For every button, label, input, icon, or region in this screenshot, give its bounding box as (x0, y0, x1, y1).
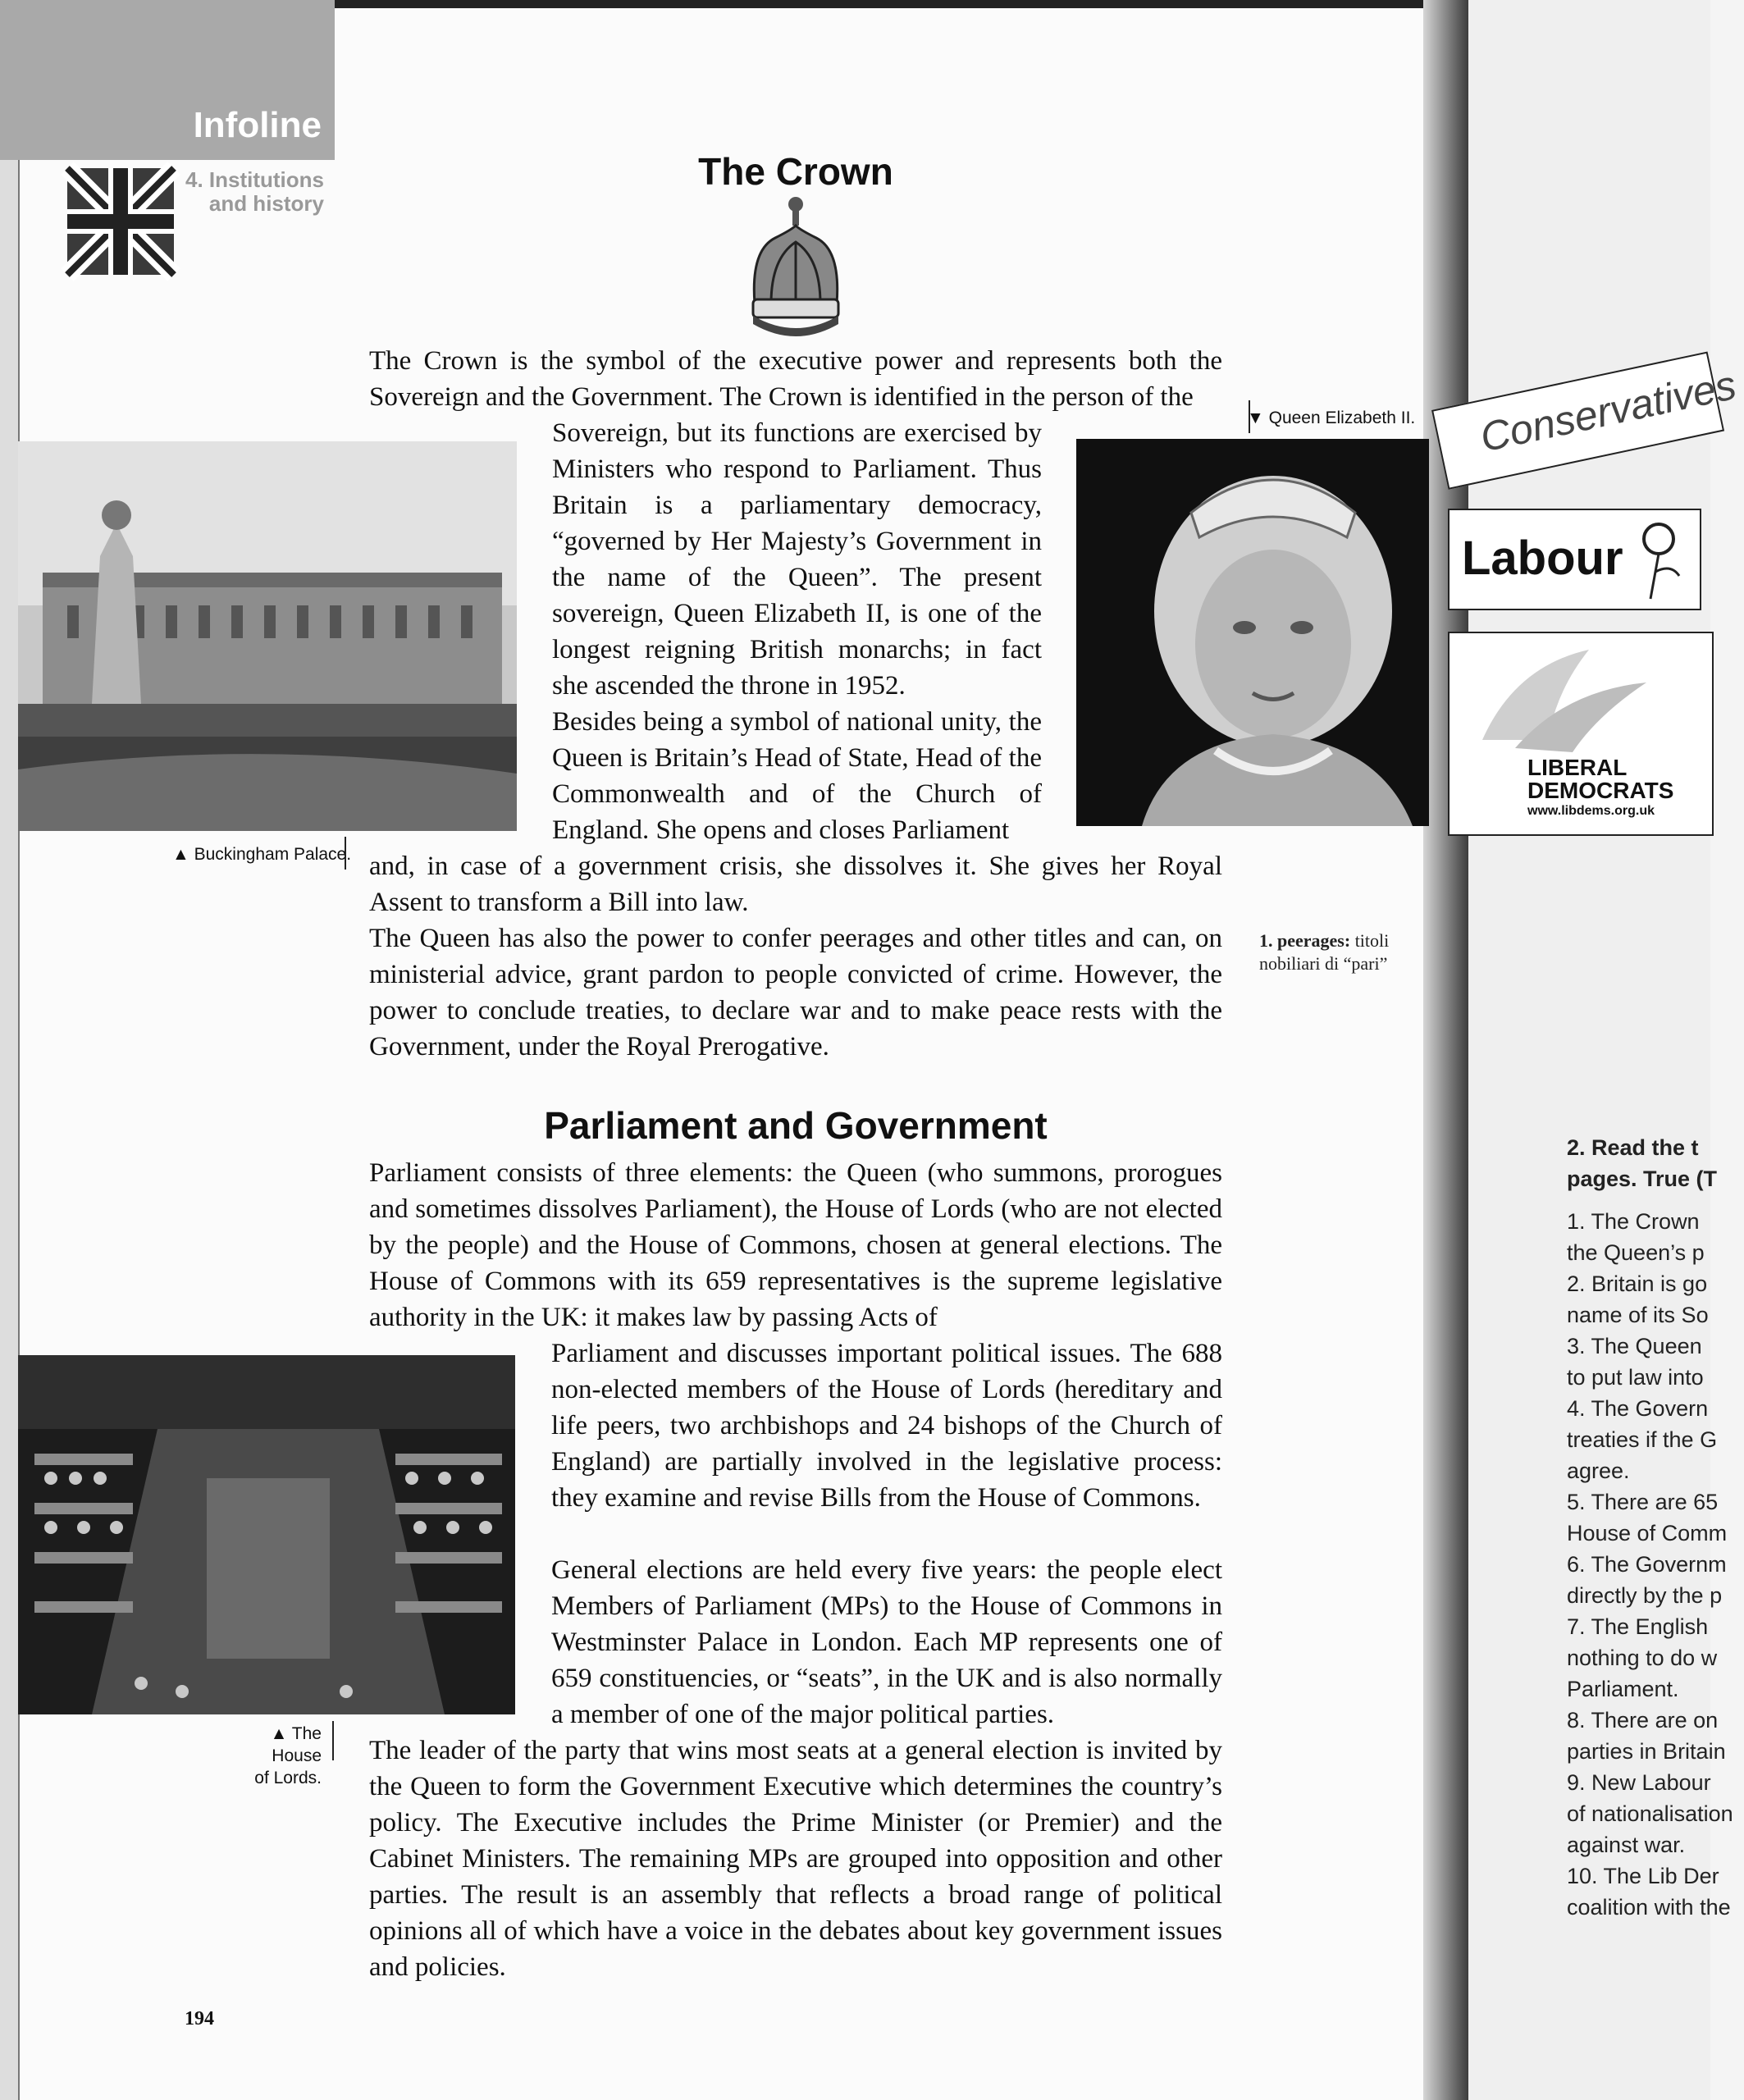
parliament-paragraph-3: General elections are held every five years: the people elect Members of Parliament (MPs) to the House of Commons in Westminster Palace in London. Each MP represents one of 659 constituencies, or “seats”, in the UK and is also normally a member of one of the major political parties. (551, 1555, 1222, 1729)
infoline-banner (0, 0, 335, 160)
exercise-item: agree. (1567, 1459, 1630, 1483)
house-of-lords-caption (223, 1723, 322, 1789)
crown-icon (746, 193, 845, 340)
house-of-lords-caption-line2: of Lords. (254, 1769, 322, 1787)
house-of-lords-caption-line1: ▲ The House (270, 1724, 322, 1765)
exercise-item: 4. The Govern (1567, 1396, 1709, 1421)
caption-rule (345, 837, 346, 870)
exercise-item: 3. The Queen (1567, 1334, 1702, 1358)
caption-rule (332, 1721, 334, 1760)
crown-paragraph-5: The Queen has also the power to confer peerages and other titles and can, on ministerial advice, grant pardon to people convicted of crime. However, the power to conclude treaties, to declare war and to make peace rests with the Government, under the Royal Prerogative. (369, 924, 1222, 1061)
exercise-item: 8. There are on (1567, 1708, 1719, 1732)
exercise-heading-line1: 2. Read the t (1567, 1135, 1699, 1160)
crown-paragraph-4: and, in case of a government crisis, she dissolves it. She gives her Royal Assent to transform a Bill into law. (369, 851, 1222, 917)
footnote-definition: titoli nobiliari di “pari” (1259, 930, 1390, 974)
exercise-item: to put law into (1567, 1365, 1704, 1390)
conservatives-label: Conservatives (1476, 361, 1741, 461)
libdem-line2: DEMOCRATS (1527, 778, 1674, 803)
exercise-item: coalition with the (1567, 1895, 1731, 1920)
exercise-item: 6. The Governm (1567, 1552, 1727, 1577)
exercise-item: directly by the p (1567, 1583, 1723, 1608)
exercise-item: 7. The English (1567, 1614, 1709, 1639)
exercise-item: 5. There are 65 (1567, 1490, 1719, 1514)
section-label-line1: 4. Institutions (185, 167, 324, 192)
parliament-paragraph-1: Parliament consists of three elements: the Queen (who summons, prorogues and sometimes dissolves Parliament), the House of Lords (who are not elected by the people) and the House of Commons, chosen at general elections. The House of Commons with its 659 representatives is the supreme legislative authority in the UK: it makes law by passing Acts of (369, 1158, 1222, 1332)
exercise-item: against war. (1567, 1833, 1686, 1857)
parliament-paragraph-2: Parliament and discusses important political issues. The 688 non-elected members of the House of Lords (hereditary and life peers, two archbishops and 24 bishops of the Church of England) are partially involved in the legislative process: they examine and revise Bills from the House of Commons. (551, 1339, 1222, 1513)
section-label-line2: and history (208, 191, 324, 216)
exercise-block (1567, 1132, 1733, 1923)
labour-logo (1448, 509, 1701, 610)
footnote (1259, 929, 1423, 975)
exercise-item: 9. New Labour (1567, 1770, 1711, 1795)
crown-paragraph-2: Sovereign, but its functions are exercised by Ministers who respond to Parliament. Thus Britain is a parliamentary democracy, “governed by Her Majesty’s Government in the name of the Queen”. The present sovereign, Queen Elizabeth II, is one of the longest reigning British monarchs; in fact she ascended the throne in 1952. (552, 418, 1042, 701)
bird-icon (1466, 641, 1655, 756)
queen-caption: ▼ Queen Elizabeth II. (1247, 409, 1416, 427)
house-of-lords-photo (18, 1355, 515, 1714)
page-number: 194 (185, 2008, 214, 2029)
crown-paragraph-1: The Crown is the symbol of the executive power and represents both the Sovereign and the Government. The Crown is identified in the person of the (369, 346, 1222, 412)
footnote-term: 1. peerages: (1259, 930, 1351, 951)
infoline-title: Infoline (193, 105, 322, 145)
exercise-item: nothing to do w (1567, 1646, 1718, 1670)
exercise-item: the Queen’s p (1567, 1240, 1705, 1265)
parliament-paragraph-4: The leader of the party that wins most seats at a general election is invited by the Queen to form the Government Executive which determines the country’s policy. The Executive includes the Prime Minister (or Premier) and the Cabinet Ministers. The remaining MPs are grouped into opposition and other parties. The result is an assembly that reflects a broad range of political opinions all of which have a voice in the debates about key government issues and policies. (369, 1736, 1222, 1982)
queen-elizabeth-photo (1076, 439, 1429, 826)
buckingham-caption: ▲ Buckingham Palace. (172, 845, 352, 864)
libdem-line1: LIBERAL (1527, 755, 1628, 780)
libdem-url: www.libdems.org.uk (1527, 804, 1655, 818)
exercise-item: 10. The Lib Der (1567, 1864, 1719, 1888)
exercise-item: treaties if the G (1567, 1427, 1718, 1452)
crown-title: The Crown (698, 150, 893, 193)
labour-label: Labour (1462, 532, 1623, 585)
exercise-heading-line2: pages. True (T (1567, 1166, 1718, 1191)
exercise-item: parties in Britain (1567, 1739, 1726, 1764)
rose-icon (1626, 518, 1691, 600)
liberal-democrats-logo (1448, 632, 1714, 836)
exercise-item: Parliament. (1567, 1677, 1679, 1701)
exercise-item: 1. The Crown (1567, 1209, 1700, 1234)
section-label (160, 168, 324, 216)
exercise-item: name of its So (1567, 1303, 1709, 1327)
union-flag-icon (67, 168, 174, 275)
caption-rule (1249, 400, 1250, 433)
buckingham-palace-photo (18, 441, 517, 831)
exercise-item: House of Comm (1567, 1521, 1728, 1545)
page-edge (0, 0, 20, 2100)
crown-paragraph-3: Besides being a symbol of national unity, the Queen is Britain’s Head of State, Head of the Commonwealth and of the Church of England. She opens and closes Parliament (552, 707, 1042, 845)
exercise-item: of nationalisation (1567, 1801, 1733, 1826)
parliament-title: Parliament and Government (544, 1104, 1048, 1147)
exercise-item: 2. Britain is go (1567, 1271, 1708, 1296)
